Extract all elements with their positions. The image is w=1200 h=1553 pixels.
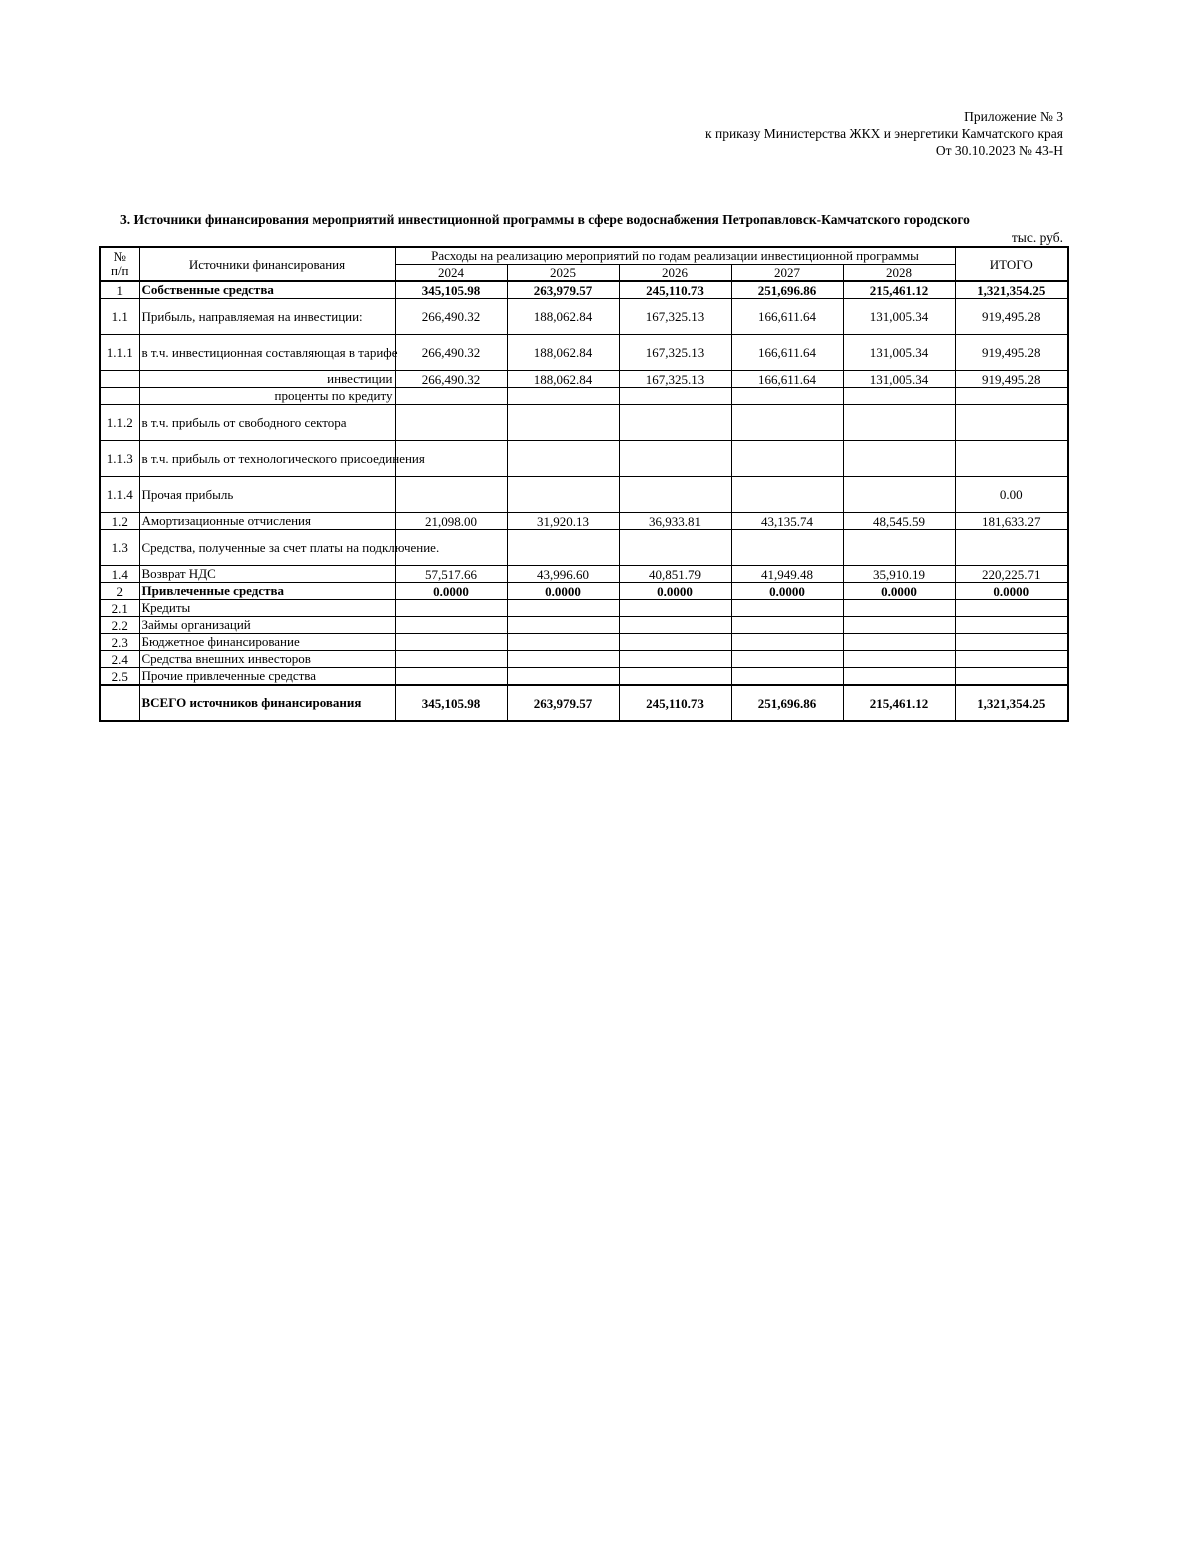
row-number: 1.1.4 (100, 477, 139, 513)
row-year-value (619, 477, 731, 513)
row-year-value: 245,110.73 (619, 281, 731, 299)
row-year-value: 166,611.64 (731, 371, 843, 388)
row-year-value: 131,005.34 (843, 371, 955, 388)
row-year-value (619, 634, 731, 651)
row-year-value: 21,098.00 (395, 513, 507, 530)
row-number: 1.1.2 (100, 405, 139, 441)
row-year-value: 0.0000 (619, 583, 731, 600)
row-year-value (619, 651, 731, 668)
row-year-value (619, 530, 731, 566)
row-source-name: в т.ч. инвестиционная составляющая в тарифе (139, 335, 395, 371)
row-total-value (955, 651, 1068, 668)
row-year-value (619, 405, 731, 441)
row-year-value (507, 530, 619, 566)
row-total-value: 0.0000 (955, 583, 1068, 600)
annex-header (705, 108, 1063, 159)
row-year-value: 251,696.86 (731, 685, 843, 721)
row-year-value (619, 668, 731, 686)
row-total-value: 919,495.28 (955, 299, 1068, 335)
row-year-value: 131,005.34 (843, 335, 955, 371)
row-year-value (507, 441, 619, 477)
row-year-value: 345,105.98 (395, 685, 507, 721)
row-year-value (619, 388, 731, 405)
row-year-value (619, 441, 731, 477)
row-year-value (843, 477, 955, 513)
row-year-value (843, 668, 955, 686)
row-source-name: Средства внешних инвесторов (139, 651, 395, 668)
row-year-value (731, 530, 843, 566)
row-total-value (955, 634, 1068, 651)
row-year-value (731, 600, 843, 617)
row-source-name: Прочие привлеченные средства (139, 668, 395, 686)
row-year-value (507, 388, 619, 405)
table-row (100, 299, 1068, 335)
row-total-value (955, 600, 1068, 617)
header-year: 2027 (731, 264, 843, 281)
table-row (100, 281, 1068, 299)
table-row (100, 617, 1068, 634)
row-total-value: 220,225.71 (955, 566, 1068, 583)
row-year-value (395, 668, 507, 686)
row-year-value: 251,696.86 (731, 281, 843, 299)
row-source-name: Прибыль, направляемая на инвестиции: (139, 299, 395, 335)
row-year-value (731, 477, 843, 513)
row-year-value (507, 405, 619, 441)
row-year-value: 266,490.32 (395, 299, 507, 335)
row-year-value: 41,949.48 (731, 566, 843, 583)
row-year-value: 215,461.12 (843, 685, 955, 721)
table-row (100, 441, 1068, 477)
row-year-value: 48,545.59 (843, 513, 955, 530)
row-year-value: 167,325.13 (619, 335, 731, 371)
row-source-name: Средства, полученные за счет платы на подключение. (139, 530, 395, 566)
row-total-value (955, 617, 1068, 634)
table-row (100, 600, 1068, 617)
row-source-name: Займы организаций (139, 617, 395, 634)
row-number: 2 (100, 583, 139, 600)
row-number: 2.5 (100, 668, 139, 686)
header-number: № п/п (100, 247, 139, 281)
row-year-value: 188,062.84 (507, 299, 619, 335)
row-number: 1.4 (100, 566, 139, 583)
table-row (100, 651, 1068, 668)
annex-line-2: к приказу Министерства ЖКХ и энергетики Камчатского края (705, 126, 1063, 141)
row-year-value (843, 634, 955, 651)
table-row (100, 530, 1068, 566)
row-number: 2.2 (100, 617, 139, 634)
row-year-value: 167,325.13 (619, 299, 731, 335)
header-expenses: Расходы на реализацию мероприятий по годам реализации инвестиционной программы (395, 247, 955, 264)
row-year-value: 31,920.13 (507, 513, 619, 530)
row-year-value (395, 617, 507, 634)
row-year-value: 215,461.12 (843, 281, 955, 299)
row-year-value (843, 651, 955, 668)
header-year: 2024 (395, 264, 507, 281)
table-row (100, 668, 1068, 686)
row-source-name: Кредиты (139, 600, 395, 617)
row-year-value: 36,933.81 (619, 513, 731, 530)
row-year-value (619, 617, 731, 634)
row-source-name: в т.ч. прибыль от технологического присоединения (139, 441, 395, 477)
header-year: 2028 (843, 264, 955, 281)
row-year-value (507, 477, 619, 513)
annex-line-3: От 30.10.2023 № 43-Н (935, 143, 1063, 158)
table-row (100, 405, 1068, 441)
row-year-value (507, 668, 619, 686)
row-source-name: Возврат НДС (139, 566, 395, 583)
row-year-value: 167,325.13 (619, 371, 731, 388)
row-year-value: 40,851.79 (619, 566, 731, 583)
row-source-name: проценты по кредиту (139, 388, 395, 405)
row-year-value (731, 388, 843, 405)
row-source-name: Прочая прибыль (139, 477, 395, 513)
row-year-value (731, 668, 843, 686)
row-number: 1.1 (100, 299, 139, 335)
row-total-value (955, 388, 1068, 405)
table-row (100, 513, 1068, 530)
row-year-value: 188,062.84 (507, 371, 619, 388)
row-year-value: 0.0000 (395, 583, 507, 600)
row-year-value: 166,611.64 (731, 335, 843, 371)
row-number: 2.3 (100, 634, 139, 651)
row-number (100, 685, 139, 721)
row-source-name: в т.ч. прибыль от свободного сектора (139, 405, 395, 441)
row-source-name: Бюджетное финансирование (139, 634, 395, 651)
row-year-value: 43,135.74 (731, 513, 843, 530)
row-year-value: 43,996.60 (507, 566, 619, 583)
row-year-value (507, 651, 619, 668)
row-year-value: 57,517.66 (395, 566, 507, 583)
row-year-value (395, 388, 507, 405)
row-year-value (507, 600, 619, 617)
row-year-value (619, 600, 731, 617)
row-source-name: ВСЕГО источников финансирования (139, 685, 395, 721)
row-total-value (955, 530, 1068, 566)
row-total-value (955, 405, 1068, 441)
row-year-value (843, 388, 955, 405)
row-year-value (843, 600, 955, 617)
row-year-value (507, 617, 619, 634)
row-year-value (507, 634, 619, 651)
row-total-value: 0.00 (955, 477, 1068, 513)
row-year-value: 166,611.64 (731, 299, 843, 335)
table-row (100, 685, 1068, 721)
row-number: 1.1.3 (100, 441, 139, 477)
row-year-value (395, 600, 507, 617)
row-year-value (731, 617, 843, 634)
row-total-value: 1,321,354.25 (955, 685, 1068, 721)
header-year: 2026 (619, 264, 731, 281)
row-year-value (731, 651, 843, 668)
row-year-value (731, 441, 843, 477)
header-year: 2025 (507, 264, 619, 281)
table-row (100, 634, 1068, 651)
row-source-name: Привлеченные средства (139, 583, 395, 600)
row-year-value: 345,105.98 (395, 281, 507, 299)
row-total-value (955, 668, 1068, 686)
table-row (100, 371, 1068, 388)
row-year-value (731, 634, 843, 651)
row-number: 1.2 (100, 513, 139, 530)
row-total-value: 919,495.28 (955, 335, 1068, 371)
row-number (100, 371, 139, 388)
row-year-value: 131,005.34 (843, 299, 955, 335)
table-row (100, 335, 1068, 371)
row-number: 1.1.1 (100, 335, 139, 371)
header-total: ИТОГО (955, 247, 1068, 281)
row-number: 1.3 (100, 530, 139, 566)
row-year-value (395, 634, 507, 651)
table-row (100, 477, 1068, 513)
row-number: 2.1 (100, 600, 139, 617)
row-source-name: Амортизационные отчисления (139, 513, 395, 530)
row-source-name: инвестиции (139, 371, 395, 388)
row-year-value (843, 617, 955, 634)
row-year-value (395, 405, 507, 441)
row-number: 2.4 (100, 651, 139, 668)
row-year-value: 0.0000 (731, 583, 843, 600)
row-year-value: 266,490.32 (395, 335, 507, 371)
header-sources: Источники финансирования (139, 247, 395, 281)
row-year-value: 35,910.19 (843, 566, 955, 583)
row-year-value: 188,062.84 (507, 335, 619, 371)
row-year-value (843, 530, 955, 566)
row-total-value (955, 441, 1068, 477)
row-year-value: 263,979.57 (507, 281, 619, 299)
table-row (100, 388, 1068, 405)
row-number (100, 388, 139, 405)
row-total-value: 919,495.28 (955, 371, 1068, 388)
units-label: тыс. руб. (1011, 230, 1063, 245)
financing-table (99, 246, 1069, 722)
row-year-value: 0.0000 (507, 583, 619, 600)
row-year-value (843, 405, 955, 441)
row-year-value: 266,490.32 (395, 371, 507, 388)
annex-line-1: Приложение № 3 (964, 109, 1063, 124)
row-total-value: 181,633.27 (955, 513, 1068, 530)
row-year-value (395, 477, 507, 513)
row-year-value: 245,110.73 (619, 685, 731, 721)
row-year-value (843, 441, 955, 477)
document-title: 3. Источники финансирования мероприятий инвестиционной программы в сфере водоснабжения Петропавловск-Камчатского городского (120, 212, 970, 227)
row-total-value: 1,321,354.25 (955, 281, 1068, 299)
row-number: 1 (100, 281, 139, 299)
table-row (100, 566, 1068, 583)
row-year-value (395, 651, 507, 668)
table-row (100, 583, 1068, 600)
row-year-value: 263,979.57 (507, 685, 619, 721)
row-source-name: Собственные средства (139, 281, 395, 299)
row-year-value (731, 405, 843, 441)
row-year-value: 0.0000 (843, 583, 955, 600)
